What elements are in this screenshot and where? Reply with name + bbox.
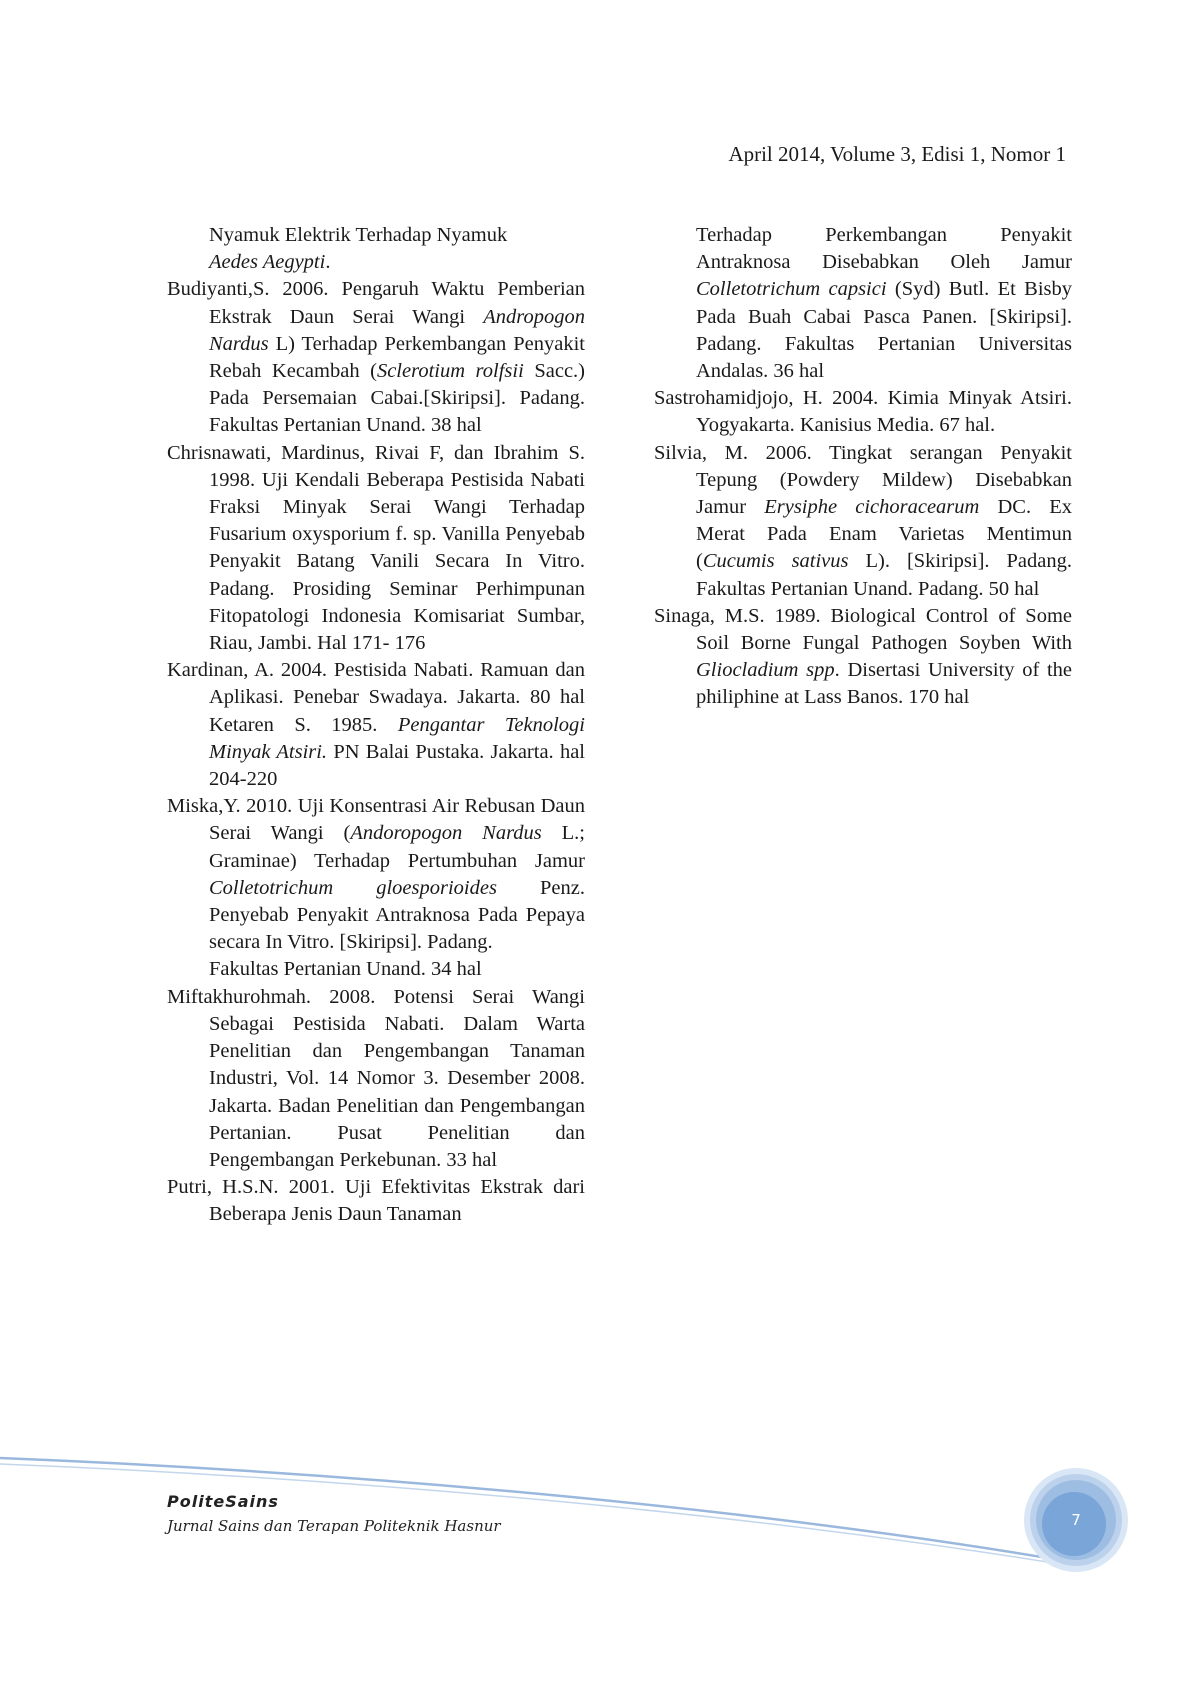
references-right-column xyxy=(654,222,1072,712)
reference-text: Putri, H.S.N. 2001. Uji Efektivitas Ekstrak dari Beberapa Jenis Daun Tanaman xyxy=(167,1176,585,1226)
reference-text: Sacc.) Pada Persemaian Cabai.[Skiripsi]. Padang. Fakultas Pertanian Unand. 38 hal xyxy=(209,360,585,437)
reference-species: Aedes Aegypti xyxy=(209,251,326,274)
reference-continuation xyxy=(167,222,585,276)
page-number: 7 xyxy=(1071,1511,1081,1529)
reference-entry xyxy=(654,440,1072,603)
reference-continuation xyxy=(167,956,585,983)
reference-entry xyxy=(654,603,1072,712)
reference-species: Andropogon Nardus xyxy=(209,305,585,355)
reference-text: Budiyanti,S. 2006. Pengaruh Waktu Pemberian Ekstrak Daun Serai Wangi xyxy=(167,278,585,328)
reference-text: Nyamuk Elektrik Terhadap Nyamuk xyxy=(209,224,508,246)
reference-species: Erysiphe cichoracearum xyxy=(764,496,980,519)
reference-text: . Disertasi University of the philiphine at Lass Banos. 170 hal xyxy=(696,659,1072,709)
reference-text: L). [Skiripsi]. Padang. Fakultas Pertanian Unand. Padang. 50 hal xyxy=(696,550,1072,600)
reference-species: Colletotrichum gloesporioides xyxy=(209,876,497,899)
reference-entry xyxy=(167,1174,585,1228)
reference-text: DC. Ex Merat Pada Enam Varietas Mentimun ( xyxy=(696,496,1072,573)
reference-text: Silvia, M. 2006. Tingkat serangan Penyakit Tepung (Powdery Mildew) Disebabkan Jamur xyxy=(654,441,1072,519)
reference-text: Chrisnawati, Mardinus, Rivai F, dan Ibrahim S. 1998. Uji Kendali Beberapa Pestisida Nabati Fraksi Minyak Serai Wangi Terhadap Fusarium oxysporium f. sp. Vanilla Penyebab Penyakit Batang Vanili Secara In Vitro. Padang. Prosiding Seminar Perhimpunan Fitopatologi Indonesia Komisariat Sumbar, Riau, Jambi. Hal 171- 176 xyxy=(167,441,585,655)
journal-abbreviation: PoliteSains xyxy=(167,1492,279,1511)
references-left-column xyxy=(167,222,585,1229)
reference-text: Sastrohamidjojo, H. 2004. Kimia Minyak Atsiri. Yogyakarta. Kanisius Media. 67 hal. xyxy=(654,387,1072,437)
reference-entry xyxy=(654,385,1072,439)
reference-species: Gliocladium spp xyxy=(696,659,835,682)
reference-text: Miska,Y. 2010. Uji Konsentrasi Air Rebusan Daun Serai Wangi ( xyxy=(167,795,585,845)
reference-text: Fakultas Pertanian Unand. 34 hal xyxy=(209,958,482,981)
reference-entry xyxy=(167,440,585,658)
journal-full-name: Jurnal Sains dan Terapan Politeknik Hasnur xyxy=(167,1517,501,1535)
reference-text: Sinaga, M.S. 1989. Biological Control of Some Soil Borne Fungal Pathogen Soyben With xyxy=(654,604,1072,655)
reference-species: Cucumis sativus xyxy=(702,550,849,573)
reference-entry xyxy=(167,657,585,793)
reference-species: Andoropogon Nardus xyxy=(350,822,542,845)
reference-text: Penz. Penyebab Penyakit Antraknosa Pada Pepaya secara In Vitro. [Skiripsi]. Padang. xyxy=(209,876,585,954)
reference-title: Pengantar Teknologi Minyak Atsiri. xyxy=(209,713,585,763)
reference-text: L.; Graminae) Terhadap Pertumbuhan Jamur xyxy=(209,822,586,872)
journal-brand xyxy=(167,1492,501,1535)
reference-text: L) Terhadap Perkembangan Penyakit Rebah Kecambah ( xyxy=(209,332,585,383)
reference-text: PN Balai Pustaka. Jakarta. hal 204-220 xyxy=(209,740,585,791)
reference-species: Sclerotium rolfsii xyxy=(376,360,524,383)
reference-text: (Syd) Butl. Et Bisby Pada Buah Cabai Pasca Panen. [Skiripsi]. Padang. Fakultas Pertanian Universitas Andalas. 36 hal xyxy=(696,278,1072,383)
reference-species: Colletotrichum capsici xyxy=(696,278,887,301)
reference-entry xyxy=(167,276,585,439)
reference-entry xyxy=(167,793,585,956)
reference-text: Kardinan, A. 2004. Pestisida Nabati. Ramuan dan Aplikasi. Penebar Swadaya. Jakarta. 80 hal Ketaren S. 1985. xyxy=(167,659,585,736)
reference-entry xyxy=(167,984,585,1174)
reference-continuation xyxy=(654,222,1072,385)
reference-text: Miftakhurohmah. 2008. Potensi Serai Wangi Sebagai Pestisida Nabati. Dalam Warta Penelitian dan Pengembangan Tanaman Industri, Vol. 14 Nomor 3. Desember 2008. Jakarta. Badan Penelitian dan Pengembangan Pertanian. Pusat Penelitian dan Pengembangan Perkebunan. 33 hal xyxy=(167,985,585,1171)
running-header: April 2014, Volume 3, Edisi 1, Nomor 1 xyxy=(728,142,1066,166)
reference-text: Terhadap Perkembangan Penyakit Antraknosa Disebabkan Oleh Jamur xyxy=(696,224,1072,274)
reference-text: . xyxy=(325,251,331,274)
